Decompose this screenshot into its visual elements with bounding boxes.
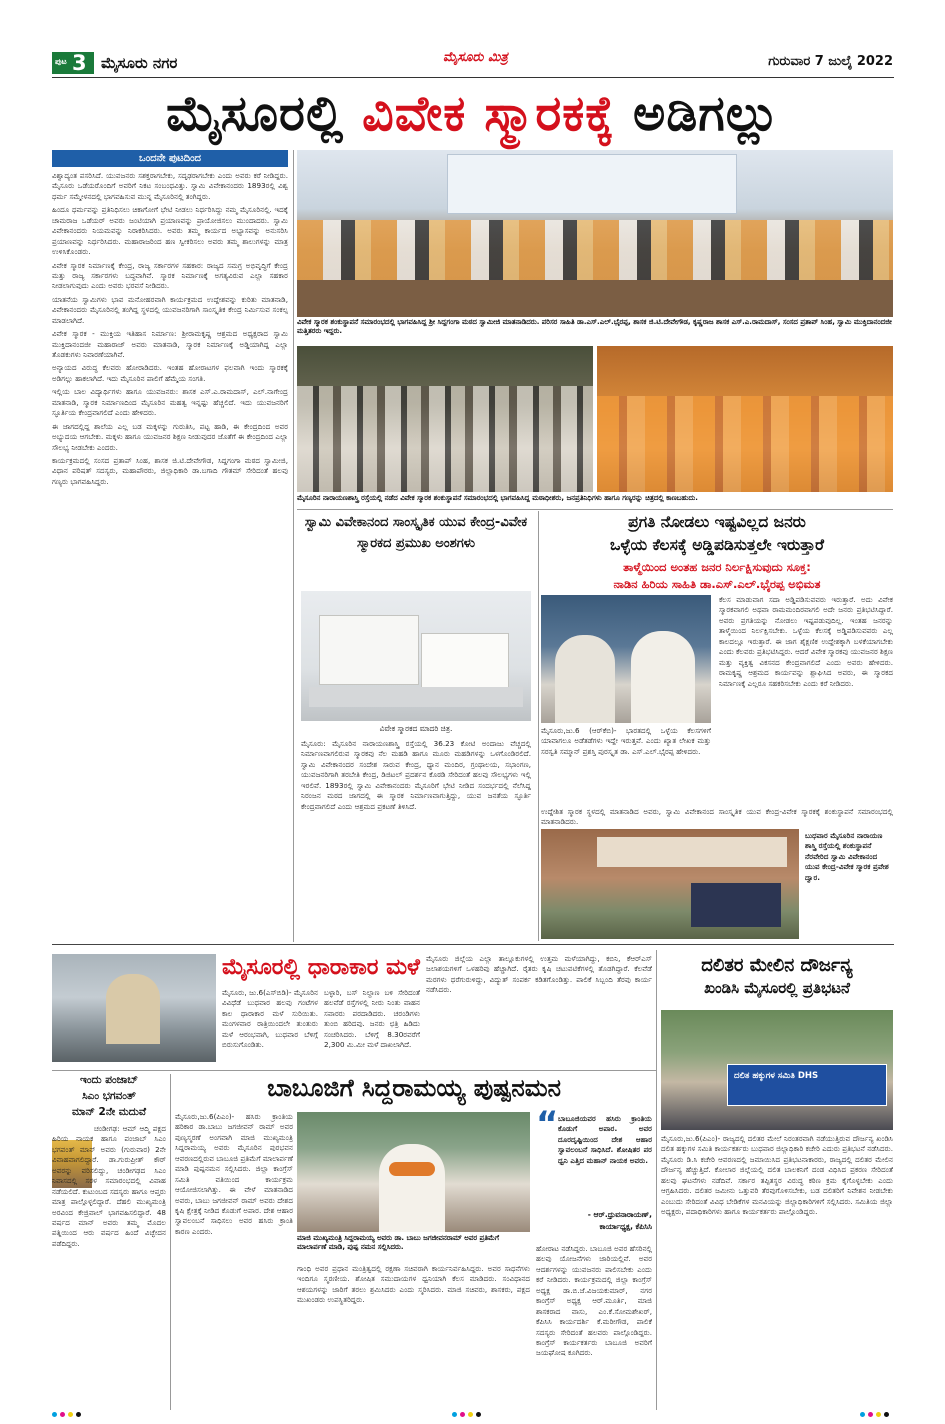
header-rule (52, 77, 894, 78)
punjab-body: ಚಂಡೀಗಢ: ಆಮ್ ಆದ್ಮಿ ಪಕ್ಷದ ಹಿರಿಯ ನಾಯಕ ಹಾಗೂ ಪಂಜಾಬ್ ಸಿಎಂ ಭಗವಂತ್ ಮಾನ್ ಅವರು (ಗುರುವಾರ) 2ನೇ ವಿವಾಹವಾಗಲಿದ್ದಾರೆ. ಡಾ.ಗುರುಪ್ರೀತ್ ಕೌರ್ ಅವರನ್ನು ವರಿಸಲಿದ್ದು, ಚಂಡೀಗಢದ ಸಿಎಂ ನಿವಾಸದಲ್ಲಿ ಸರಳ ಸಮಾರಂಭದಲ್ಲಿ ವಿವಾಹ ನಡೆಯಲಿದೆ. ಕುಟುಂಬದ ಸದಸ್ಯರು ಹಾಗೂ ಆಪ್ತರು ಮಾತ್ರ ಪಾಲ್ಗೊಳ್ಳಲಿದ್ದಾರೆ. ದೆಹಲಿ ಮುಖ್ಯಮಂತ್ರಿ ಅರವಿಂದ ಕೇಜ್ರಿವಾಲ್ ಭಾಗವಹಿಸಲಿದ್ದಾರೆ. 48 ವರ್ಷದ ಮಾನ್ ಅವರು ತಮ್ಮ ಮೊದಲ ಪತ್ನಿಯಿಂದ ಆರು ವರ್ಷದ ಹಿಂದೆ ವಿಚ್ಛೇದನ ಪಡೆದಿದ್ದರು. (52, 1124, 166, 1248)
model-box-body: ಮೈಸೂರು: ಮೈಸೂರಿನ ನಾರಾಯಣಶಾಸ್ತ್ರಿ ರಸ್ತೆಯಲ್ಲಿ 36.23 ಕೋಟಿ ಅಂದಾಜು ವೆಚ್ಚದಲ್ಲಿ ನಿರ್ಮಾಣವಾಗಲಿರುವ ಸ್ಮಾರಕವು ನೆಲ ಮಹಡಿ ಹಾಗೂ ಮೂರು ಮಹಡಿಗಳನ್ನು ಒಳಗೊಂಡಿರಲಿದೆ. ಸ್ವಾಮಿ ವಿವೇಕಾನಂದರ ಸಂದೇಶ ಸಾರುವ ಕೇಂದ್ರ, ಧ್ಯಾನ ಮಂದಿರ, ಗ್ರಂಥಾಲಯ, ಸಭಾಂಗಣ, ಯುವಜನರಿಗಾಗಿ ತರಬೇತಿ ಕೇಂದ್ರ, ಡಿಜಿಟಲ್ ಪ್ರದರ್ಶನ ಕೊಠಡಿ ಸೇರಿದಂತೆ ಹಲವು ಸೌಲಭ್ಯಗಳು ಇಲ್ಲಿ ಇರಲಿವೆ. 1893ರಲ್ಲಿ ಸ್ವಾಮಿ ವಿವೇಕಾನಂದರು ಮೈಸೂರಿಗೆ ಭೇಟಿ ನೀಡಿದ ಸಂದರ್ಭದಲ್ಲಿ ನೆಲೆಸಿದ್ದ ನಿರಂಜನ ಮಠದ ಜಾಗದಲ್ಲಿ ಈ ಸ್ಮಾರಕ ನಿರ್ಮಾಣವಾಗುತ್ತಿದ್ದು, ಯುವ ಜನತೆಯ ಸ್ಫೂರ್ತಿ ಕೇಂದ್ರವಾಗಲಿದೆ ಎಂದು ಆಶ್ರಮದ ಪ್ರಕಟಣೆ ತಿಳಿಸಿದೆ. (301, 739, 531, 811)
cmyk-dot (860, 1412, 865, 1417)
police-jeep (691, 883, 781, 927)
photo-rule (297, 509, 893, 510)
cmyk-dot (884, 1412, 889, 1417)
cmyk-dot (876, 1412, 881, 1417)
lead-paragraph: ವಿವೇಕ ಸ್ಮಾರಕ ನಿರ್ಮಾಣಕ್ಕೆ ಕೇಂದ್ರ, ರಾಜ್ಯ ಸರ್ಕಾರಗಳ ಸಹಕಾರ: ರಾಜ್ಯದ ಸಮಗ್ರ ಅಭಿವೃದ್ಧಿಗೆ ಕೇಂದ್ರ ಮತ್ತು ರಾಜ್ಯ ಸರ್ಕಾರಗಳು ಬದ್ಧವಾಗಿವೆ. ಸ್ಮಾರಕ ನಿರ್ಮಾಣಕ್ಕೆ ಅಗತ್ಯವಿರುವ ಎಲ್ಲಾ ಸಹಕಾರ ನೀಡಲಾಗುವುದು ಎಂದು ಅವರು ಭರವಸೆ ನೀಡಿದರು. (52, 260, 288, 291)
memorial-gate-caption: ಬುಧವಾರ ಮೈಸೂರಿನ ನಾರಾಯಣ ಶಾಸ್ತ್ರಿ ರಸ್ತೆಯಲ್ಲಿ ಶಂಕುಸ್ಥಾಪನೆ ನೆರವೇರಿದ ಸ್ವಾಮಿ ವಿವೇಕಾನಂದ ಯುವ ಕೇಂದ್ರ-ವಿವೇಕ ಸ್ಮಾರಕ ಪ್ರವೇಶ ದ್ವಾರ. (805, 831, 889, 882)
model-building-main (319, 615, 419, 685)
lead-paragraph: ಅನ್ಯಾಯದ ವಿರುದ್ಧ ಕೆಲವರು ಹೋರಾಡಿದರು. ಇಂತಹ ಹೋರಾಟಗಳ ಫಲವಾಗಿ ಇಂದು ಸ್ಮಾರಕಕ್ಕೆ ಅಡಿಗಲ್ಲು ಹಾಕಲಾಗಿದೆ. ಇದು ಮೈಸೂರಿನ ಪಾಲಿಗೆ ಹೆಮ್ಮೆಯ ಸಂಗತಿ. (52, 363, 288, 383)
issue-date: ಗುರುವಾರ 7 ಜುಲೈ 2022 (768, 54, 893, 69)
lead-story-body (52, 171, 288, 941)
rain-body-2: ಬಳ್ಳಾರಿ, ಬಸ್ ನಿಲ್ದಾಣ ಬಳಿ ಸೇರಿದಂತೆ ಹಲವೆಡೆ ರಸ್ತೆಗಳಲ್ಲಿ ನೀರು ನಿಂತು ವಾಹನ ಸವಾರರು ಪರದಾಡಿದರು. ಚರಂಡಿಗಳು ತುಂಬಿ ಹರಿದವು. ಜನರು ಛತ್ರಿ ಹಿಡಿದು ಸಂಚರಿಸಿದರು. ಬೆಳಿಗ್ಗೆ 8.30ರವರೆಗೆ 2,300 ಮಿ.ಮೀ ಮಳೆ ದಾಖಲಾಗಿದೆ. (324, 988, 420, 1050)
lead-paragraph: ವಿವೇಕ ಸ್ಮಾರಕ - ಮುಕ್ತಿಯ ಇತಿಹಾಸ ನಿರ್ಮಾಣ: ಶ್ರೀರಾಮಕೃಷ್ಣ ಆಶ್ರಮದ ಅಧ್ಯಕ್ಷರಾದ ಸ್ವಾಮಿ ಮುಕ್ತಿದಾನಂದಜೀ ಮಹಾರಾಜ್ ಅವರು ಮಾತನಾಡಿ, ಸ್ಮಾರಕ ನಿರ್ಮಾಣಕ್ಕೆ ಅಡ್ಡಿಯಾಗಿದ್ದ ಎಲ್ಲಾ ತೊಡಕುಗಳು ನಿವಾರಣೆಯಾಗಿವೆ. (52, 329, 288, 359)
quote-box (536, 1104, 652, 1238)
siddaramaiah-photo (297, 1112, 530, 1232)
headline-part-1: ಮೈಸೂರಲ್ಲಿ (166, 85, 363, 142)
headline-part-3: ಅಡಿಗಲ್ಲು (614, 85, 780, 142)
protest-body: ಮೈಸೂರು,ಜು.6(ಪಿಎಂ)- ರಾಜ್ಯದಲ್ಲಿ ದಲಿತರ ಮೇಲೆ ನಿರಂತರವಾಗಿ ನಡೆಯುತ್ತಿರುವ ದೌರ್ಜನ್ಯ ಖಂಡಿಸಿ ದಲಿತ ಹಕ್ಕುಗಳ ಸಮಿತಿ ಕಾರ್ಯಕರ್ತರು ಬುಧವಾರ ಜಿಲ್ಲಾಧಿಕಾರಿ ಕಚೇರಿ ಎದುರು ಪ್ರತಿಭಟನೆ ನಡೆಸಿದರು. ಮೈಸೂರು ಡಿ.ಸಿ ಕಚೇರಿ ಆವರಣದಲ್ಲಿ ಜಮಾಯಿಸಿದ ಪ್ರತಿಭಟನಾಕಾರರು, ರಾಜ್ಯದಲ್ಲಿ ದಲಿತರ ಮೇಲಿನ ದೌರ್ಜನ್ಯ ಹೆಚ್ಚುತ್ತಿದೆ. ಕೋಲಾರ ಜಿಲ್ಲೆಯಲ್ಲಿ ದಲಿತ ಬಾಲಕನಿಗೆ ದಂಡ ವಿಧಿಸಿದ ಪ್ರಕರಣ ಸೇರಿದಂತೆ ಹಲವು ಘಟನೆಗಳು ನಡೆದಿವೆ. ಸರ್ಕಾರ ತಪ್ಪಿತಸ್ಥರ ವಿರುದ್ಧ ಕಠಿಣ ಕ್ರಮ ಕೈಗೊಳ್ಳಬೇಕು ಎಂದು ಆಗ್ರಹಿಸಿದರು. ದಲಿತರ ಜಮೀನು ಒತ್ತುವರಿ ತೆರವುಗೊಳಿಸಬೇಕು, ಬಡ ದಲಿತರಿಗೆ ನಿವೇಶನ ನೀಡಬೇಕು ಎಂಬುದು ಸೇರಿದಂತೆ ವಿವಿಧ ಬೇಡಿಕೆಗಳ ಮನವಿಯನ್ನು ಜಿಲ್ಲಾಧಿಕಾರಿಗಳಿಗೆ ಸಲ್ಲಿಸಿದರು. ಸಮಿತಿಯ ಜಿಲ್ಲಾ ಅಧ್ಯಕ್ಷರು, ಪದಾಧಿಕಾರಿಗಳು ಹಾಗೂ ಕಾರ್ಯಕರ್ತರು ಪಾಲ್ಗೊಂಡಿದ್ದರು. (661, 1134, 893, 1217)
lead-paragraph: ಯಾತನೆಯ ಸ್ವಾಮಿಗಳು ಭಾವ ಮನೋಹರವಾಗಿ ಕಾರ್ಯಕ್ರಮದ ಉದ್ದೇಶವನ್ನು ಕುರಿತು ಮಾತನಾಡಿ, ವಿವೇಕಾನಂದರು ಮೈಸೂರಿನಲ್ಲಿ ತಂಗಿದ್ದ ಸ್ಥಳದಲ್ಲಿ ಯುವಜನರಿಗಾಗಿ ಸಾಂಸ್ಕೃತಿಕ ಕೇಂದ್ರ ನಿರ್ಮಿಸುವ ಸಂಕಲ್ಪ ಮಾಡಲಾಗಿದೆ. (52, 294, 288, 325)
column-rule (293, 150, 294, 942)
protest-photo (661, 1010, 893, 1130)
masthead: ಮೈಸೂರು ಮಿತ್ರ (443, 50, 508, 65)
page-number: 3 (72, 51, 87, 75)
stage-photo-caption: ವಿವೇಕ ಸ್ಮಾರಕ ಶಂಕುಸ್ಥಾಪನೆ ಸಮಾರಂಭದಲ್ಲಿ ಭಾಗವಹಿಸಿದ್ದ ಶ್ರೀ ಸಿದ್ದಗಂಗಾ ಮಠದ ಸ್ವಾಮೀಜಿ ಮಾತನಾಡಿದರು. ಪರಿಸರ ಸಾಹಿತಿ ಡಾ.ಎಸ್.ಎಲ್.ಭೈರಪ್ಪ, ಶಾಸಕ ಜಿ.ಟಿ.ದೇವೇಗೌಡ, ಕೃಷ್ಣರಾಜ ಶಾಸಕ ಎಸ್.ಎ.ರಾಮದಾಸ್, ಸಂಸದ ಪ್ರತಾಪ್ ಸಿಂಹ, ಸ್ವಾಮಿ ಮುಕ್ತಿದಾನಂದಜೀ ಮತ್ತಿತರರು ಇದ್ದರು. (297, 318, 892, 336)
siddaramaiah-body-right: ಹೋರಾಟ ನಡೆಸಿದ್ದರು. ಬಾಬೂಜಿ ಅವರ ಹೆಸರಿನಲ್ಲಿ ಹಲವು ಯೋಜನೆಗಳು ಜಾರಿಯಲ್ಲಿವೆ. ಅವರ ಆದರ್ಶಗಳನ್ನು ಯುವಜನರು ಪಾಲಿಸಬೇಕು ಎಂದು ಕರೆ ನೀಡಿದರು. ಕಾರ್ಯಕ್ರಮದಲ್ಲಿ ಜಿಲ್ಲಾ ಕಾಂಗ್ರೆಸ್ ಅಧ್ಯಕ್ಷ ಡಾ.ಬಿ.ಜೆ.ವಿಜಯಕುಮಾರ್, ನಗರ ಕಾಂಗ್ರೆಸ್ ಅಧ್ಯಕ್ಷ ಆರ್.ಮೂರ್ತಿ, ಮಾಜಿ ಶಾಸಕರಾದ ವಾಸು, ಎಂ.ಕೆ.ಸೋಮಶೇಖರ್, ಕೆಪಿಸಿಸಿ ಕಾರ್ಯದರ್ಶಿ ಕೆ.ಮರೀಗೌಡ, ಪಾಲಿಕೆ ಸದಸ್ಯರು ಸೇರಿದಂತೆ ಹಲವರು ಪಾಲ್ಗೊಂಡಿದ್ದರು. ಕಾಂಗ್ರೆಸ್ ಕಾರ್ಯಕರ್ತರು ಬಾಬೂಜಿ ಅವರಿಗೆ ಜಯಘೋಷ ಕೂಗಿದರು. (536, 1244, 652, 1358)
rain-headline: ಮೈಸೂರಲ್ಲಿ ಧಾರಾಕಾರ ಮಳೆ (222, 955, 420, 980)
cmyk-dot (452, 1412, 457, 1417)
main-headline (52, 82, 894, 146)
registration-marks (52, 1410, 894, 1420)
stage-photo (297, 150, 893, 317)
cmyk-dot (460, 1412, 465, 1417)
bhyrappa-figure (555, 635, 615, 723)
cmyk-dot (868, 1412, 873, 1417)
quote-mark-icon: “ (536, 1104, 559, 1144)
quote-attribution-2: ಕಾರ್ಯಾಧ್ಯಕ್ಷ, ಕೆಪಿಸಿಸಿ (599, 1222, 652, 1231)
protest-headline-2: ಖಂಡಿಸಿ ಮೈಸೂರಲ್ಲಿ ಪ್ರತಿಭಟನೆ (704, 979, 850, 997)
bhyrappa-photo-caption: ಮೈಸೂರು,ಜು.6 (ಆರ್‌ಕೆಬಿ)- ಭಾರತದಲ್ಲಿ ಒಳ್ಳೆಯ ಕೆಲಸಗಳಿಗೆ ಯಾವಾಗಲೂ ಅಡೆತಡೆಗಳು ಇದ್ದೇ ಇರುತ್ತವೆ. ಎಂದು ಖ್ಯಾತ ಲೇಖಕ ಮತ್ತು ಸರಸ್ವತಿ ಸಮ್ಮಾನ್ ಪ್ರಶಸ್ತಿ ಪುರಸ್ಕೃತ ಡಾ. ಎಸ್.ಎಲ್.ಭೈರಪ್ಪ ಹೇಳಿದರು. (541, 726, 711, 756)
siddaramaiah-photo-caption: ಮಾಜಿ ಮುಖ್ಯಮಂತ್ರಿ ಸಿದ್ದರಾಮಯ್ಯ ಅವರು ಡಾ. ಬಾಬು ಜಗಜೀವನರಾಮ್ ಅವರ ಪ್ರತಿಮೆಗೆ ಮಾಲಾರ್ಪಣೆ ಮಾಡಿ, ಪುಷ್ಪ ನಮನ ಸಲ್ಲಿಸಿದರು. (297, 1234, 500, 1252)
stage-floor (297, 280, 893, 317)
audience-crowd (297, 386, 593, 492)
audience-photo-left (297, 346, 593, 492)
model-photo (301, 591, 531, 721)
protest-banner-text: ದಲಿತ ಹಕ್ಕುಗಳ ಸಮಿತಿ DHS (734, 1071, 819, 1081)
siddaramaiah-headline: ಬಾಬೂಜಿಗೆ ಸಿದ್ದರಾಮಯ್ಯ ಪುಷ್ಪನಮನ (267, 1074, 561, 1102)
monks-crowd (597, 396, 893, 492)
lead-paragraph: ಈ ಜಾಗದಲ್ಲಿದ್ದ ಶಾಲೆಯ ಎಲ್ಲ ಬಡ ಮಕ್ಕಳನ್ನು ಗುರುತಿಸಿ, ಪಟ್ಟ ಹಾಡಿ, ಈ ಕೇಂದ್ರದಿಂದ ಅವರ ಅಭ್ಯುದಯ ಆಗಬೇಕು. ಮಕ್ಕಳು ಹಾಗೂ ಯುವಜನರ ಶಿಕ್ಷಣ ನೀಡುವುದರ ಜೊತೆಗೆ ಈ ಕೇಂದ್ರದಿಂದ ಎಲ್ಲಾ ಸೌಲಭ್ಯ ನೀಡಬೇಕು ಎಂದರು. (52, 421, 288, 452)
column-rule (656, 950, 657, 1410)
punjab-headline-1: ಇಂದು ಪಂಜಾಬ್ (80, 1074, 138, 1086)
lead-paragraph: ವಿಶ್ವಾದ್ಯಂತ ಪಸರಿಸಿದೆ. ಯುವಜನರು ಸಶಕ್ತರಾಗಬೇಕು, ಸದೃಢರಾಗಬೇಕು ಎಂದು ಅವರು ಕರೆ ನೀಡಿದ್ದರು. ಮೈಸೂರು ಒಡೆಯರೊಂದಿಗೆ ಅವರಿಗೆ ನಿಕಟ ಸಂಬಂಧವಿತ್ತು. ಸ್ವಾಮಿ ವಿವೇಕಾನಂದರು 1893ರಲ್ಲಿ ವಿಶ್ವ ಧರ್ಮ ಸಮ್ಮೇಳನದಲ್ಲಿ ಭಾಗವಹಿಸುವ ಮುನ್ನ ಮೈಸೂರಿನಲ್ಲಿ ತಂಗಿದ್ದರು. (52, 171, 288, 201)
cmyk-dot (68, 1412, 73, 1417)
model-box-title: ಸ್ವಾಮಿ ವಿವೇಕಾನಂದ ಸಾಂಸ್ಕೃತಿಕ ಯುವ ಕೇಂದ್ರ-ವಿವೇಕ ಸ್ಮಾರಕದ ಪ್ರಮುಖ ಅಂಶಗಳು (304, 515, 528, 551)
bhyrappa-body: ಕೆಲಸ ಮಾಡುವಾಗ ಸದಾ ಅಡ್ಡಿಪಡಿಸುವವರು ಇರುತ್ತಾರೆ. ಅದು ವಿವೇಕ ಸ್ಮಾರಕವಾಗಲಿ ಅಥವಾ ರಾಮಮಂದಿರವಾಗಲಿ ಅದೇ ಜನರು ಪ್ರತಿಭಟಿಸಿದ್ದಾರೆ. ಅವರು ಪ್ರಗತಿಯನ್ನು ನೋಡಲು ಇಷ್ಟಪಡುವುದಿಲ್ಲ. ಇಂತಹ ಜನರನ್ನು ತಾಳ್ಮೆಯಿಂದ ನಿರ್ಲಕ್ಷಿಸಬೇಕು. ಒಳ್ಳೆಯ ಕೆಲಸಕ್ಕೆ ಅಡ್ಡಿಪಡಿಸುವವರು ಎಲ್ಲ ಕಾಲದಲ್ಲೂ ಇರುತ್ತಾರೆ. ಈ ಜಾಗ ಶೈಕ್ಷಣಿಕ ಉದ್ದೇಶಕ್ಕಾಗಿ ಬಳಕೆಯಾಗಬೇಕು ಎಂದು ಕೆಲವರು ಪ್ರತಿಭಟಿಸಿದ್ದರು. ಆದರೆ ವಿವೇಕ ಸ್ಮಾರಕವು ಯುವಜನರ ಶಿಕ್ಷಣ ಮತ್ತು ವ್ಯಕ್ತಿತ್ವ ವಿಕಸನದ ಕೇಂದ್ರವಾಗಲಿದೆ ಎಂದು ಅವರು ಹೇಳಿದರು. ರಾಮಕೃಷ್ಣ ಆಶ್ರಮದ ಕಾರ್ಯವನ್ನು ಶ್ಲಾಘಿಸಿದ ಅವರು, ಈ ಸ್ಮಾರಕದ ನಿರ್ಮಾಣಕ್ಕೆ ಎಲ್ಲರೂ ಸಹಕರಿಸಬೇಕು ಎಂದು ಕರೆ ನೀಡಿದರು. (719, 595, 893, 688)
lead-paragraph: ಹಿಂದೂ ಧರ್ಮವನ್ನು ಪ್ರತಿನಿಧಿಸಲು ಚಿಕಾಗೋಗೆ ಭೇಟಿ ನೀಡಲು ನಿರ್ಧರಿಸಿದ್ದು ನಮ್ಮ ಮೈಸೂರಿನಲ್ಲಿ. ಇದಕ್ಕೆ ಚಾಮರಾಜ ಒಡೆಯರ್ ಅವರು ಜಂಟಿಯಾಗಿ ಪ್ರಯಾಣವನ್ನು ಪ್ರಾಯೋಜಿಸಲು ಮುಂದಾದರು. ಸ್ವಾಮಿ ವಿವೇಕಾನಂದರು ನಿಯಮವನ್ನು ನಿರಾಕರಿಸಿದರು. ಅವರು ತಮ್ಮ ಕಾರ್ಯದ ಅಭ್ಯಾಸವನ್ನು ಅನುಸರಿಸಿ ಪ್ರಯಾಣವನ್ನು ನಿರ್ಧರಿಸಿದರು. ಮಹಾರಾಜರಿಂದ ಹಣ ಸ್ವೀಕರಿಸಲು ಅವರು ತಮ್ಮ ಶಾಲುಗಳನ್ನು ಮಾತ್ರ ಉಳಿಸಿಕೊಂಡರು. (52, 205, 288, 257)
siddaramaiah-body-under: ಗಾಂಧಿ ಅವರ ಪ್ರಧಾನ ಮಂತ್ರಿತ್ವದಲ್ಲಿ ರಕ್ಷಣಾ ಸಚಿವರಾಗಿ ಕಾರ್ಯನಿರ್ವಹಿಸಿದ್ದರು. ಅವರ ಸಾಧನೆಗಳು ಇಂದಿಗೂ ಸ್ಮರಣೀಯ. ಶೋಷಿತ ಸಮುದಾಯಗಳ ಧ್ವನಿಯಾಗಿ ಕೆಲಸ ಮಾಡಿದರು. ಸಂವಿಧಾನದ ಆಶಯಗಳನ್ನು ಜಾರಿಗೆ ತರಲು ಶ್ರಮಿಸಿದರು ಎಂದು ಸ್ಮರಿಸಿದರು. ಮಾಜಿ ಸಚಿವರು, ಶಾಸಕರು, ಪಕ್ಷದ ಮುಖಂಡರು ಉಪಸ್ಥಿತರಿದ್ದರು. (297, 1264, 530, 1305)
section-rule (52, 1070, 656, 1071)
bhyrappa-story (541, 511, 893, 941)
headline-part-2: ವಿವೇಕ ಸ್ಮಾರಕಕ್ಕೆ (362, 85, 615, 142)
dignitaries-row (297, 220, 893, 280)
section-name: ಮೈಸೂರು ನಗರ (101, 54, 178, 72)
column-rule (538, 511, 539, 941)
clock-tower (106, 974, 160, 1044)
bhyrappa-photo (541, 595, 711, 723)
siddaramaiah-body-left: ಮೈಸೂರು,ಜು.6(ಪಿಎಂ)- ಹಸಿರು ಕ್ರಾಂತಿಯ ಹರಿಕಾರ ಡಾ.ಬಾಬು ಜಗಜೀವನ್ ರಾಮ್ ಅವರ ಪುಣ್ಯಸ್ಮರಣೆ ಅಂಗವಾಗಿ ಮಾಜಿ ಮುಖ್ಯಮಂತ್ರಿ ಸಿದ್ದರಾಮಯ್ಯ ಅವರು ಮೈಸೂರಿನ ಪುರಭವನ ಆವರಣದಲ್ಲಿರುವ ಬಾಬೂಜಿ ಪ್ರತಿಮೆಗೆ ಮಾಲಾರ್ಪಣೆ ಮಾಡಿ ಪುಷ್ಪನಮನ ಸಲ್ಲಿಸಿದರು. ಜಿಲ್ಲಾ ಕಾಂಗ್ರೆಸ್ ಸಮಿತಿ ವತಿಯಿಂದ ಕಾರ್ಯಕ್ರಮ ಆಯೋಜಿಸಲಾಗಿತ್ತು. ಈ ವೇಳೆ ಮಾತನಾಡಿದ ಅವರು, ಬಾಬು ಜಗಜೀವನ್ ರಾಮ್ ಅವರು ದೇಶದ ಕೃಷಿ ಕ್ಷೇತ್ರಕ್ಕೆ ನೀಡಿದ ಕೊಡುಗೆ ಅಪಾರ. ದೇಶ ಆಹಾರ ಸ್ವಾವಲಂಬನೆ ಸಾಧಿಸಲು ಅವರ ಹಸಿರು ಕ್ರಾಂತಿ ಕಾರಣ ಎಂದರು. (175, 1112, 293, 1236)
quote-attribution-1: - ಆರ್.ಧ್ರುವನಾರಾಯಣ್, (587, 1210, 652, 1219)
guest-figure (631, 631, 695, 723)
model-building-side (421, 633, 509, 689)
protest-banner (727, 1064, 887, 1106)
cmyk-dot (60, 1412, 65, 1417)
model-box (297, 511, 535, 941)
bhyrappa-headline-2: ಒಳ್ಳೆಯ ಕೆಲಸಕ್ಕೆ ಅಡ್ಡಿಪಡಿಸುತ್ತಲೇ ಇರುತ್ತಾರೆ (610, 536, 824, 554)
page-number-tab (52, 52, 94, 74)
garland-figure (379, 1144, 445, 1232)
page-label: ಪುಟ (55, 57, 67, 66)
cmyk-dot (476, 1412, 481, 1417)
bhyrappa-subhead-2: ನಾಡಿನ ಹಿರಿಯ ಸಾಹಿತಿ ಡಾ.ಎಸ್.ಎಲ್.ಭೈರಪ್ಪ ಅಭಿಮತ (613, 577, 821, 591)
garland-flowers (389, 1162, 435, 1176)
memorial-gate-photo (541, 829, 799, 939)
punjab-headline-2: ಸಿಎಂ ಭಗವಂತ್ (82, 1090, 136, 1102)
column-rule (170, 1074, 171, 1410)
lead-paragraph: ಕಾರ್ಯಕ್ರಮದಲ್ಲಿ ಸಂಸದ ಪ್ರತಾಪ್ ಸಿಂಹ, ಶಾಸಕ ಜಿ.ಟಿ.ದೇವೇಗೌಡ, ಸಿದ್ದಗಂಗಾ ಮಠದ ಸ್ವಾಮೀಜಿ, ವಿಧಾನ ಪರಿಷತ್ ಸದಸ್ಯರು, ಮಹಾಪೌರರು, ಜಿಲ್ಲಾಧಿಕಾರಿ ಡಾ.ಬಗಾದಿ ಗೌತಮ್ ಸೇರಿದಂತೆ ಹಲವು ಗಣ್ಯರು ಭಾಗವಹಿಸಿದ್ದರು. (52, 455, 288, 486)
audience-caption: ಮೈಸೂರಿನ ನಾರಾಯಣಶಾಸ್ತ್ರಿ ರಸ್ತೆಯಲ್ಲಿ ನಡೆದ ವಿವೇಕ ಸ್ಮಾರಕ ಶಂಕುಸ್ಥಾಪನೆ ಸಮಾರಂಭದಲ್ಲಿ ಭಾಗವಹಿಸಿದ್ದ ಮಠಾಧೀಶರು, ಜನಪ್ರತಿನಿಧಿಗಳು ಹಾಗೂ ಗಣ್ಯರನ್ನು ಚಿತ್ರದಲ್ಲಿ ಕಾಣಬಹುದು. (297, 494, 698, 502)
bhyrappa-subhead-1: ತಾಳ್ಮೆಯಿಂದ ಅಂತಹ ಜನರ ನಿರ್ಲಕ್ಷಿಸುವುದು ಸೂಕ್ತ: (623, 560, 811, 574)
bhyrappa-body-2: ಉದ್ದೇಶಿತ ಸ್ಮಾರಕ ಸ್ಥಳದಲ್ಲಿ ಮಾತನಾಡಿದ ಅವರು, ಸ್ವಾಮಿ ವಿವೇಕಾನಂದ ಸಾಂಸ್ಕೃತಿಕ ಯುವ ಕೇಂದ್ರ-ವಿವೇಕ ಸ್ಮಾರಕಕ್ಕೆ ಶಂಕುಸ್ಥಾಪನೆ ಸಮಾರಂಭದಲ್ಲಿ ಮಾತನಾಡಿದರು. (541, 807, 893, 827)
section-rule (52, 944, 894, 945)
cmyk-dot (76, 1412, 81, 1417)
continued-tag (52, 150, 288, 167)
audience-photo-right (597, 346, 893, 492)
model-photo-caption: ವಿವೇಕ ಸ್ಮಾರಕದ ಮಾದರಿ ಚಿತ್ರ. (379, 724, 453, 733)
cmyk-dot (468, 1412, 473, 1417)
bhyrappa-headline-1: ಪ್ರಗತಿ ನೋಡಲು ಇಷ್ಟವಿಲ್ಲದ ಜನರು (628, 513, 806, 531)
rain-body-3: ಮೈಸೂರು ಜಿಲ್ಲೆಯ ಎಲ್ಲಾ ತಾಲ್ಲೂಕುಗಳಲ್ಲಿ ಉತ್ತಮ ಮಳೆಯಾಗಿದ್ದು, ಕಬಿನಿ, ಕೆಆರ್‌ಎಸ್ ಜಲಾಶಯಗಳಿಗೆ ಒಳಹರಿವು ಹೆಚ್ಚಾಗಿದೆ. ರೈತರು ಕೃಷಿ ಚಟುವಟಿಕೆಗಳಲ್ಲಿ ತೊಡಗಿದ್ದಾರೆ. ಕೆಲವೆಡೆ ಮರಗಳು ಧರೆಗುರುಳಿದ್ದು, ವಿದ್ಯುತ್ ಸಂಪರ್ಕ ಕಡಿತಗೊಂಡಿತ್ತು. ಪಾಲಿಕೆ ಸಿಬ್ಬಂದಿ ತೆರವು ಕಾರ್ಯ ನಡೆಸಿದರು. (426, 954, 652, 995)
lead-paragraph: ಇಲ್ಲಿಯ ಬಾಲ ವಿದ್ಯಾರ್ಥಿಗಳು ಹಾಗೂ ಯುವಜನರು: ಶಾಸಕ ಎಸ್.ಎ.ರಾಮದಾಸ್, ಎಲ್.ನಾಗೇಂದ್ರ ಮಾತನಾಡಿ, ಸ್ಮಾರಕ ನಿರ್ಮಾಣದಿಂದ ಮೈಸೂರಿನ ಮಹತ್ವ ಇನ್ನಷ್ಟು ಹೆಚ್ಚಲಿದೆ. ಇದು ಯುವಜನರಿಗೆ ಸ್ಫೂರ್ತಿಯ ಕೇಂದ್ರವಾಗಲಿದೆ ಎಂದು ಹೇಳಿದರು. (52, 387, 288, 418)
punjab-headline-3: ಮಾನ್ 2ನೇ ಮದುವೆ (71, 1106, 147, 1118)
continued-tag-text: ಒಂದನೇ ಪುಟದಿಂದ (139, 153, 201, 164)
model-base (309, 687, 523, 707)
rain-body-1: ಮೈಸೂರು, ಜು.6(ಎಸ್‌ಬಿಡಿ)- ಮೈಸೂರಿನ ವಿವಿಧೆಡೆ ಬುಧವಾರ ಹಲವು ಗಂಟೆಗಳ ಕಾಲ ಧಾರಾಕಾರ ಮಳೆ ಸುರಿಯಿತು. ಮಂಗಳವಾರ ರಾತ್ರಿಯಿಂದಲೇ ತುಂತುರು ಮಳೆ ಆರಂಭವಾಗಿ, ಬುಧವಾರ ಬೆಳಿಗ್ಗೆ ಬಿರುಸುಗೊಂಡಿತು. (222, 988, 318, 1050)
gate-banner (597, 837, 787, 867)
stage-banner (447, 154, 737, 214)
rain-photo (52, 954, 216, 1062)
cmyk-dot (52, 1412, 57, 1417)
page-header (0, 42, 945, 76)
quote-text: ಬಾಬೂಜಿಯವರ ಹಸಿರು ಕ್ರಾಂತಿಯ ಕೊಡುಗೆ ಅಪಾರ. ಅವರ ದೂರದೃಷ್ಟಿಯಿಂದ ದೇಶ ಆಹಾರ ಸ್ವಾವಲಂಬನೆ ಸಾಧಿಸಿದೆ. ಶೋಷಿತರ ಪರ ಧ್ವನಿ ಎತ್ತಿದ ಮಹಾನ್ ನಾಯಕ ಅವರು. (558, 1114, 652, 1165)
protest-headline-1: ದಲಿತರ ಮೇಲಿನ ದೌರ್ಜನ್ಯ (701, 955, 853, 976)
